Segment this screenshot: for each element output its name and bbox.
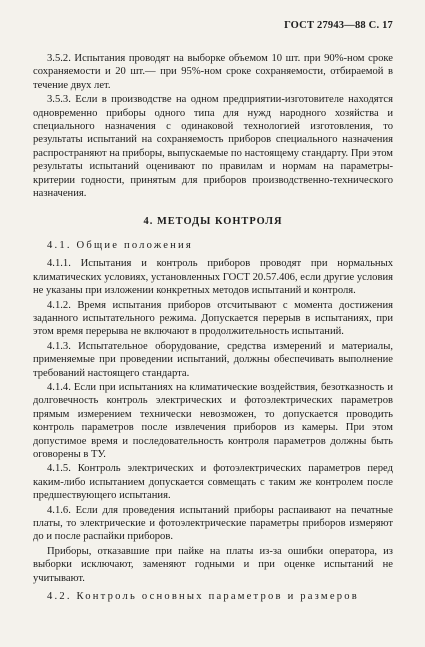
- paragraph-4-1-2: 4.1.2. Время испытания приборов отсчитывают с момента достижения заданного испытательного режима. Допускается перерыв в испытаниях, при этом время перерыва не включают в продолжительность испытаний.: [33, 299, 393, 338]
- paragraph-4-1-3: 4.1.3. Испытательное оборудование, средства измерений и материалы, применяемые при проведении испытаний, должны обеспечивать выполнение требований настоящего стандарта.: [33, 340, 393, 379]
- paragraph-3-5-3: 3.5.3. Если в производстве на одном предприятии-изготовителе находятся одновременно приборы одного типа для нужд народного хозяйства и специального назначения с одинаковой технологией изготовления, то результаты испытаний на сохраняемость приборов специального назначения распространяют на приборы, выпускаемые по настоящему стандарту. При этом результаты испытаний оценивают по правилам и нормам на параметры-критерии годности, принятым для приборов производственно-технического назначения.: [33, 94, 393, 200]
- subsection-4-1-heading: 4.1. Общие положения: [47, 239, 193, 251]
- page-body: [33, 52, 393, 603]
- paragraph-4-1-5: 4.1.5. Контроль электрических и фотоэлектрических параметров перед каким-либо испытанием допускается совмещать с таким же контролем после предшествующего испытания.: [33, 463, 393, 502]
- subsection-4-2-heading: 4.2. Контроль основных параметров и размеров: [47, 591, 359, 603]
- paragraph-4-1-4: 4.1.4. Если при испытаниях на климатические воздействия, безотказность и долговечность контроль электрических и фотоэлектрических параметров прямым измерением технически невозможен, то допускается проводить контроль параметров после извлечения приборов из камеры. При этом допустимое время и последовательность контроля параметров должны быть оговорены в ТУ.: [33, 381, 393, 460]
- paragraph-4-1-6-note: Приборы, отказавшие при пайке на платы из-за ошибки оператора, из выборки исключают, заменяют годными и при оценке испытаний не учитывают.: [33, 545, 393, 584]
- paragraph-4-1-1: 4.1.1. Испытания и контроль приборов проводят при нормальных климатических условиях, установленных ГОСТ 20.57.406, если другие условия не указаны при изложении конкретных методов испытаний и контроля.: [33, 258, 393, 297]
- running-header: ГОСТ 27943—88 С. 17: [284, 20, 393, 31]
- paragraph-4-1-6: 4.1.6. Если для проведения испытаний приборы распаивают на печатные платы, то электрические и фотоэлектрические параметры приборов измеряют до и после распайки приборов.: [33, 504, 393, 543]
- paragraph-3-5-2: 3.5.2. Испытания проводят на выборке объемом 10 шт. при 90%-ном сроке сохраняемости и 20 шт.— при 95%-ном сроке сохраняемости, отбираемой в течение двух лет.: [33, 53, 393, 91]
- section-4-title: 4. МЕТОДЫ КОНТРОЛЯ: [143, 216, 283, 228]
